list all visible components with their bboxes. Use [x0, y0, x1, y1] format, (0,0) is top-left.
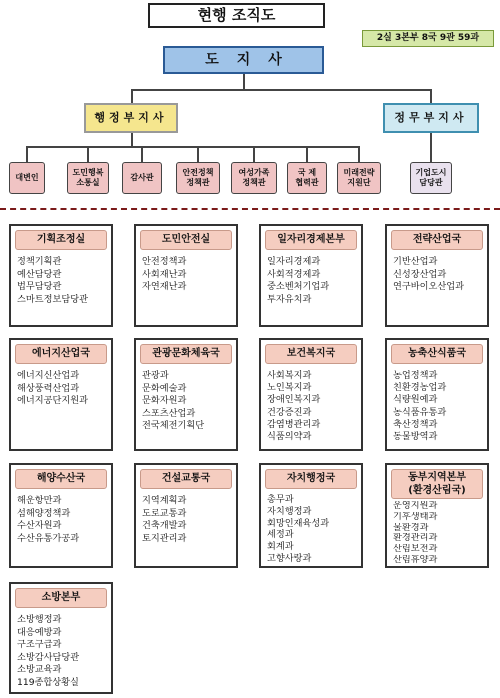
dept-unit: 회망인재육성과 — [267, 517, 330, 529]
dept-agriculture-food — [385, 338, 489, 451]
dept-unit: 문화자원과 — [142, 395, 187, 407]
dept-unit-list — [17, 495, 109, 545]
dept-autonomy-administration — [259, 463, 363, 568]
dept-citizen-safety — [134, 224, 238, 327]
dept-unit: 대응예방과 — [17, 626, 62, 638]
dept-header: 자치행정국 — [265, 469, 357, 489]
office-drop-5 — [253, 146, 255, 162]
dept-unit: 장애인복지과 — [267, 394, 321, 406]
office-drop-4 — [197, 146, 199, 162]
dept-unit: 물환경과 — [393, 522, 429, 533]
dept-unit: 동물방역과 — [393, 431, 438, 443]
office-women-family: 여성가족 정책관 — [231, 162, 277, 194]
dept-unit: 총무과 — [267, 494, 294, 505]
dept-unit: 환경관리과 — [393, 533, 438, 544]
section-divider — [0, 208, 500, 210]
dept-unit: 예산담당관 — [17, 268, 62, 280]
office-citizen-happiness: 도민행복 소통실 — [67, 162, 109, 194]
dept-header: 농축산식품국 — [391, 344, 483, 364]
dept-unit: 감염병관리과 — [267, 418, 321, 430]
office-drop-1 — [26, 146, 28, 162]
dept-unit: 토지관리과 — [142, 532, 187, 544]
dept-header: 일자리경제본부 — [265, 230, 357, 250]
dept-unit-list — [142, 495, 234, 545]
office-drop-6 — [306, 146, 308, 162]
dept-unit: 신성장산업과 — [393, 268, 447, 280]
dept-fire-headquarters — [9, 582, 113, 694]
dept-unit: 에너지공단지원과 — [17, 395, 89, 407]
dept-unit: 식량원예과 — [393, 394, 438, 406]
dept-unit: 구조구급과 — [17, 639, 62, 651]
dept-unit-list — [393, 256, 485, 294]
dept-unit: 스마트정보담당관 — [17, 293, 89, 305]
dept-unit: 문화예술과 — [142, 382, 187, 394]
dept-planning — [9, 224, 113, 327]
dept-unit: 건축개발과 — [142, 520, 187, 532]
dept-unit-list — [142, 256, 234, 294]
admin-vice-drop-line — [131, 89, 133, 103]
political-office-drop-line — [430, 133, 432, 162]
dept-unit: 법무담당관 — [17, 281, 62, 293]
office-drop-3 — [141, 146, 143, 162]
dept-unit: 고향사랑과 — [267, 552, 312, 564]
dept-unit-list — [267, 494, 359, 565]
dept-unit: 정책기획관 — [17, 256, 62, 267]
dept-unit: 투자유치과 — [267, 293, 312, 305]
vice-branch-line — [131, 89, 431, 91]
dept-unit: 관광과 — [142, 370, 169, 381]
dept-header: 건설교통국 — [140, 469, 232, 489]
dept-ocean-fisheries — [9, 463, 113, 568]
dept-header: 보건복지국 — [265, 344, 357, 364]
dept-unit: 식품의약과 — [267, 431, 312, 443]
dept-unit: 중소벤처기업과 — [267, 281, 330, 293]
dept-unit: 산림보전과 — [393, 544, 438, 555]
dept-unit: 에너지신산업과 — [17, 370, 80, 381]
dept-unit: 해운항만과 — [17, 495, 62, 506]
admin-office-stem-line — [131, 133, 133, 147]
dept-unit: 스포츠산업과 — [142, 407, 196, 419]
dept-unit: 기후생태과 — [393, 511, 438, 522]
dept-unit: 세정과 — [267, 529, 294, 541]
dept-unit-list — [393, 501, 485, 566]
dept-unit-list — [267, 370, 359, 443]
dept-unit: 사회적경제과 — [267, 268, 321, 280]
dept-header: 기획조정실 — [15, 230, 107, 250]
dept-unit: 자치행정과 — [267, 505, 312, 517]
dept-unit: 일자리경제과 — [267, 256, 321, 267]
dept-header: 동부지역본부 (환경산림국) — [391, 469, 483, 499]
dept-unit: 사회재난과 — [142, 268, 187, 280]
dept-tourism-culture-sports — [134, 338, 238, 451]
dept-header: 전략산업국 — [391, 230, 483, 250]
dept-unit: 안전정책과 — [142, 256, 187, 267]
dept-unit: 수산자원과 — [17, 520, 62, 532]
office-enterprise-city: 기업도시 담당관 — [410, 162, 452, 194]
dept-unit: 기반산업과 — [393, 256, 438, 267]
dept-strategic-industry — [385, 224, 489, 327]
dept-header: 도민안전실 — [140, 230, 232, 250]
organization-summary-badge: 2실 3본부 8국 9관 59과 — [362, 30, 494, 47]
dept-unit: 도로교통과 — [142, 507, 187, 519]
dept-unit-list — [267, 256, 359, 306]
dept-unit: 지역계획과 — [142, 495, 187, 506]
admin-vice-governor-box: 행정부지사 — [84, 103, 178, 133]
dept-unit: 회계과 — [267, 541, 294, 553]
dept-eastern-region — [385, 463, 489, 568]
dept-unit-list — [142, 370, 234, 433]
dept-unit: 소방교육과 — [17, 664, 62, 676]
dept-unit: 수산유통가공과 — [17, 532, 80, 544]
governor-stem-line — [243, 74, 245, 90]
office-drop-2 — [87, 146, 89, 162]
dept-unit: 운영지원과 — [393, 501, 438, 511]
dept-unit-list — [17, 370, 109, 408]
dept-header: 관광문화체육국 — [140, 344, 232, 364]
dept-unit: 친환경농업과 — [393, 382, 447, 394]
dept-unit: 농업정책과 — [393, 370, 438, 381]
office-safety-policy: 안전정책 정책관 — [176, 162, 220, 194]
dept-unit: 전국체전기획단 — [142, 420, 205, 432]
dept-health-welfare — [259, 338, 363, 451]
dept-construction-transport — [134, 463, 238, 568]
office-future-strategy: 미래전략 지원단 — [337, 162, 381, 194]
office-international: 국 제 협력관 — [287, 162, 327, 194]
office-audit: 감사관 — [122, 162, 162, 194]
governor-box: 도지사 — [163, 46, 324, 74]
dept-unit: 해상풍력산업과 — [17, 382, 80, 394]
dept-header: 소방본부 — [15, 588, 107, 608]
dept-unit: 소방행정과 — [17, 614, 62, 625]
dept-header: 에너지산업국 — [15, 344, 107, 364]
dept-jobs-economy — [259, 224, 363, 327]
dept-unit-list — [17, 256, 109, 306]
dept-unit: 노인복지과 — [267, 382, 312, 394]
political-vice-governor-box: 정무부지사 — [383, 103, 479, 133]
dept-energy-industry — [9, 338, 113, 451]
dept-unit: 축산정책과 — [393, 418, 438, 430]
dept-unit: 섬해양정책과 — [17, 507, 71, 519]
dept-header: 해양수산국 — [15, 469, 107, 489]
office-drop-7 — [358, 146, 360, 162]
dept-unit-list — [17, 614, 109, 690]
dept-unit: 사회복지과 — [267, 370, 312, 381]
dept-unit-list — [393, 370, 485, 443]
dept-unit: 자연재난과 — [142, 281, 187, 293]
admin-office-bus-line — [26, 146, 360, 148]
dept-unit: 연구바이오산업과 — [393, 281, 465, 293]
dept-unit: 산림휴양과 — [393, 554, 438, 565]
dept-unit: 119종합상황실 — [17, 676, 79, 688]
dept-unit: 농식품유통과 — [393, 406, 447, 418]
dept-unit: 건강증진과 — [267, 406, 312, 418]
dept-unit: 소방감사담당관 — [17, 651, 80, 663]
political-vice-drop-line — [430, 89, 432, 103]
office-spokesperson: 대변인 — [9, 162, 45, 194]
chart-title: 현행 조직도 — [148, 3, 325, 28]
